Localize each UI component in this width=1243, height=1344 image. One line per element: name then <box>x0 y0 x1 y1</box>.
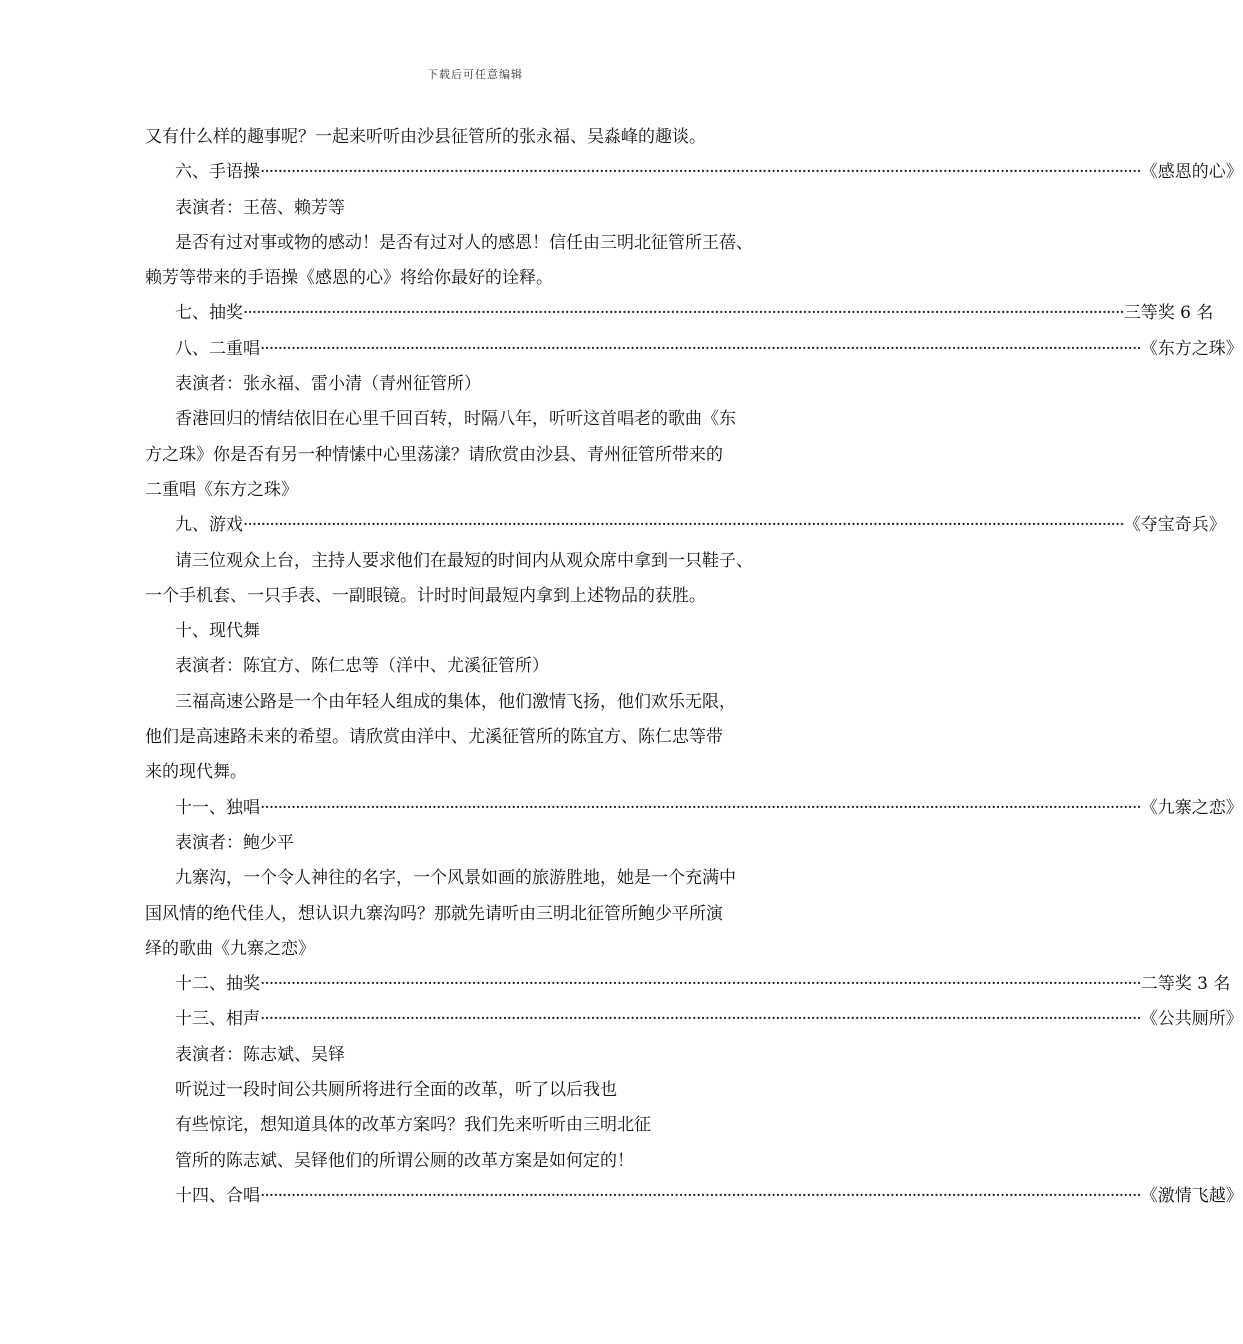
program-item-9 <box>145 508 1226 543</box>
program-name: 十二、抽奖 <box>175 974 260 995</box>
paragraph-line: 香港回归的情结依旧在心里千回百转，时隔八年，听听这首唱老的歌曲《东 <box>175 409 736 430</box>
program-item-12 <box>145 967 1231 1002</box>
performer-line: 表演者：陈宜方、陈仁忠等（洋中、尤溪征管所） <box>175 656 549 677</box>
leader-dots: ········································································································································································································ <box>243 303 1124 324</box>
paragraph-line: 二重唱《东方之珠》 <box>145 479 298 500</box>
program-title: 《感恩的心》 <box>1140 162 1243 183</box>
leader-dots: ········································································································································································································ <box>243 515 1124 536</box>
program-title: 《夺宝奇兵》 <box>1123 515 1226 536</box>
leader-dots: ········································································································································································································ <box>260 974 1141 995</box>
performer-line: 表演者：陈志斌、吴铎 <box>175 1044 345 1065</box>
paragraph-line: 绎的歌曲《九寨之恋》 <box>145 938 315 959</box>
leader-dots: ········································································································································································································ <box>260 1009 1141 1030</box>
program-item-8 <box>145 332 1243 367</box>
paragraph-line: 一个手机套、一只手表、一副眼镜。计时时间最短内拿到上述物品的获胜。 <box>145 585 706 606</box>
program-item-7 <box>145 296 1214 331</box>
program-name: 十四、合唱 <box>175 1185 260 1206</box>
program-title: 《公共厕所》 <box>1140 1009 1243 1030</box>
performer-line: 表演者：张永福、雷小清（青州征管所） <box>175 374 481 395</box>
program-title: 二等奖 3 名 <box>1140 974 1231 995</box>
program-name: 十三、相声 <box>175 1009 260 1030</box>
program-heading: 十、现代舞 <box>175 621 260 642</box>
program-title: 三等奖 6 名 <box>1123 303 1214 324</box>
program-title: 《九寨之恋》 <box>1140 797 1243 818</box>
paragraph-line: 听说过一段时间公共厕所将进行全面的改革，听了以后我也 <box>175 1080 617 1101</box>
program-item-13 <box>145 1002 1243 1037</box>
page-header: 下载后可任意编辑 <box>427 68 523 81</box>
program-name: 九、游戏 <box>175 515 243 536</box>
paragraph-line: 来的现代舞。 <box>145 762 247 783</box>
paragraph-line: 管所的陈志斌、吴铎他们的所谓公厕的改革方案是如何定的！ <box>175 1150 634 1171</box>
program-item-14 <box>145 1179 1243 1214</box>
paragraph-line: 有些惊诧，想知道具体的改革方案吗？我们先来听听由三明北征 <box>175 1115 651 1136</box>
leader-dots: ········································································································································································································ <box>260 338 1141 359</box>
paragraph-line: 国风情的绝代佳人，想认识九寨沟吗？那就先请听由三明北征管所鲍少平所演 <box>145 903 723 924</box>
paragraph-line: 请三位观众上台，主持人要求他们在最短的时间内从观众席中拿到一只鞋子、 <box>175 550 753 571</box>
program-name: 七、抽奖 <box>175 303 243 324</box>
paragraph-line: 九寨沟，一个令人神往的名字，一个风景如画的旅游胜地，她是一个充满中 <box>175 868 736 889</box>
leader-dots: ········································································································································································································ <box>260 797 1141 818</box>
document-body <box>145 120 1243 1214</box>
program-item-11 <box>145 791 1243 826</box>
leader-dots: ········································································································································································································ <box>260 162 1141 183</box>
leader-dots: ········································································································································································································ <box>260 1185 1141 1206</box>
program-title: 《激情飞越》 <box>1140 1185 1243 1206</box>
paragraph-line: 他们是高速路未来的希望。请欣赏由洋中、尤溪征管所的陈宜方、陈仁忠等带 <box>145 727 723 748</box>
program-name: 八、二重唱 <box>175 338 260 359</box>
paragraph-line: 方之珠》你是否有另一种情愫中心里荡漾？请欣赏由沙县、青州征管所带来的 <box>145 444 723 465</box>
paragraph-line: 三福高速公路是一个由年轻人组成的集体，他们激情飞扬，他们欢乐无限， <box>175 691 736 712</box>
paragraph-line: 又有什么样的趣事呢？一起来听听由沙县征管所的张永福、吴淼峰的趣谈。 <box>145 127 706 147</box>
program-name: 六、手语操 <box>175 162 260 183</box>
program-item-6 <box>145 155 1243 190</box>
paragraph-line: 赖芳等带来的手语操《感恩的心》将给你最好的诠释。 <box>145 268 553 289</box>
performer-line: 表演者：鲍少平 <box>175 832 294 853</box>
program-title: 《东方之珠》 <box>1140 338 1243 359</box>
performer-line: 表演者：王蓓、赖芳等 <box>175 197 345 218</box>
program-name: 十一、独唱 <box>175 797 260 818</box>
paragraph-line: 是否有过对事或物的感动！是否有过对人的感恩！信任由三明北征管所王蓓、 <box>175 232 753 253</box>
